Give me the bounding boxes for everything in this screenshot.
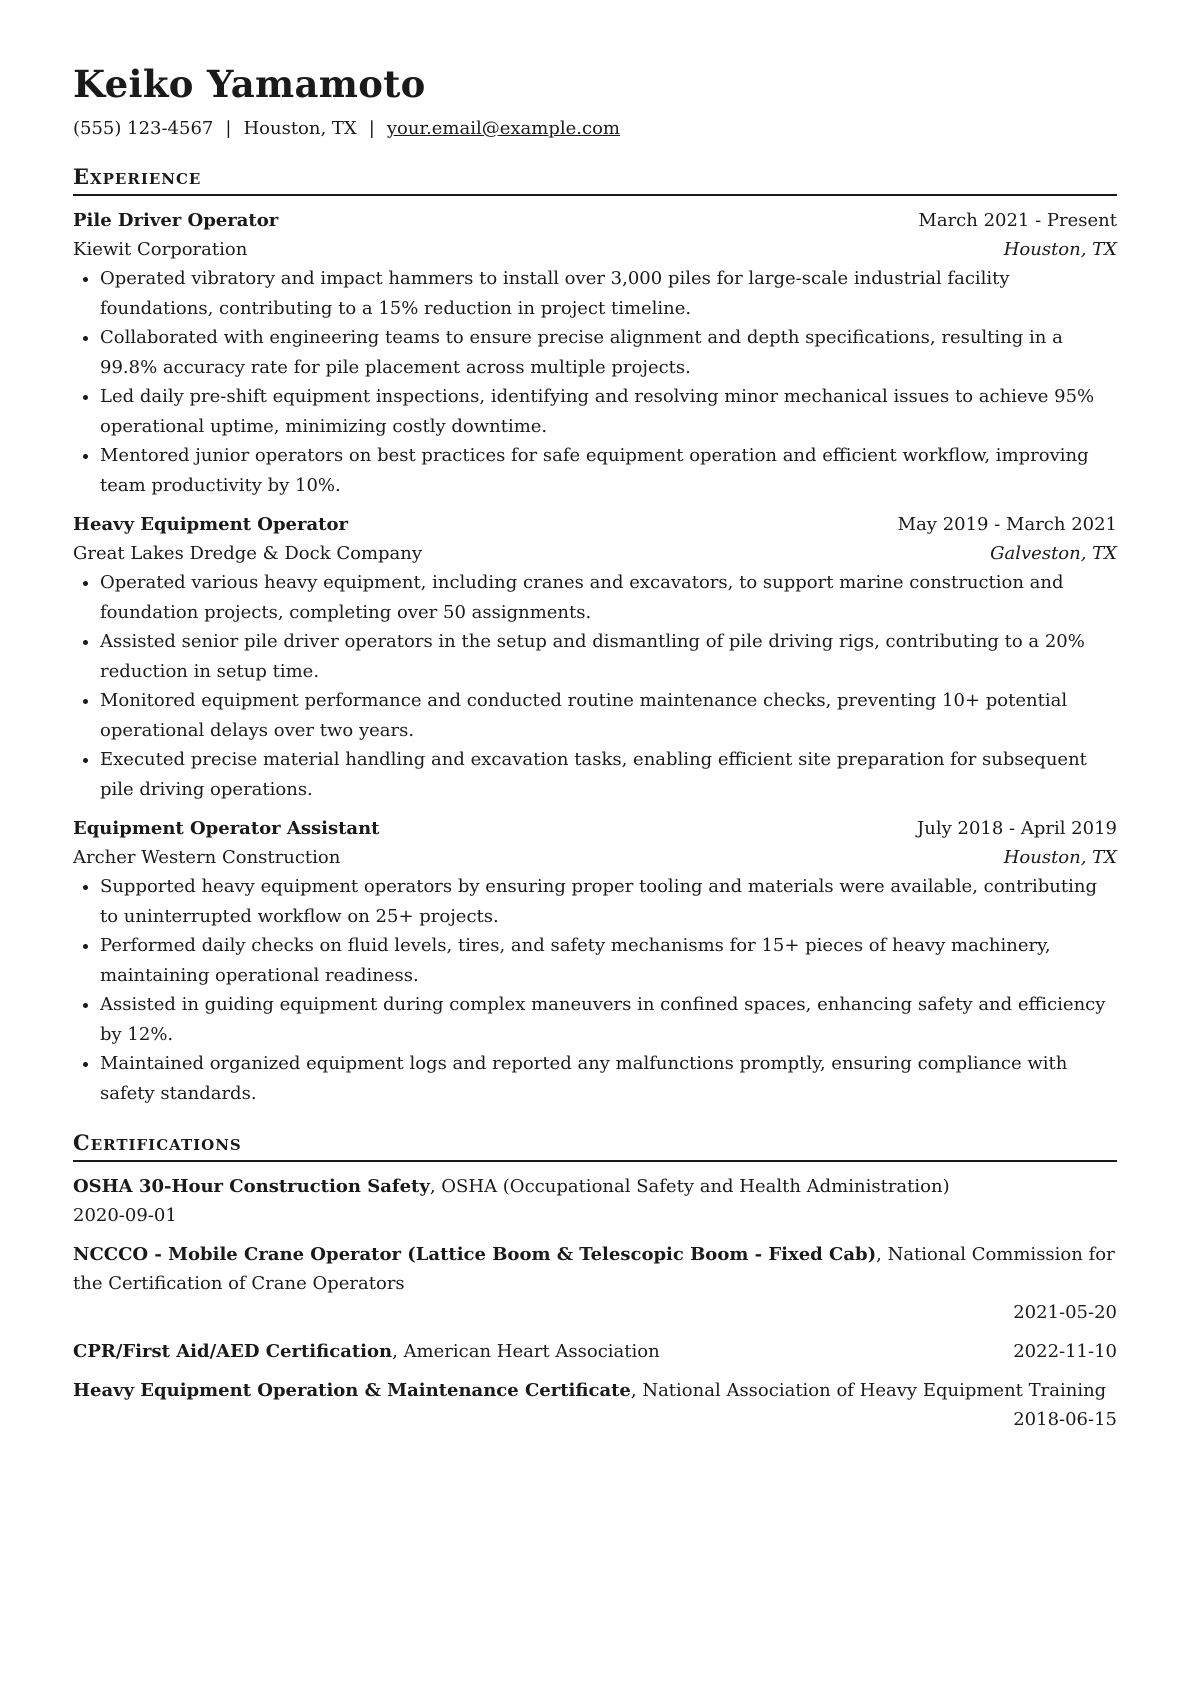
experience-heading: Experience: [73, 162, 1117, 196]
phone: (555) 123-4567: [73, 118, 214, 139]
certification-entry: OSHA 30-Hour Construction Safety, OSHA (Occupational Safety and Health Administration) 2020-09-01: [73, 1172, 1117, 1230]
job-dates: March 2021 - Present: [918, 210, 1117, 231]
cert-issuer: National Association of Heavy Equipment Training: [642, 1380, 1107, 1401]
bullet-item: • Maintained organized equipment logs and reported any malfunctions promptly, ensuring compliance with safety standards.: [100, 1049, 1117, 1108]
job-bullets: [73, 568, 1117, 804]
bullet-item: • Supported heavy equipment operators by ensuring proper tooling and materials were available, contributing to uninterrupted workflow on 25+ projects.: [100, 872, 1117, 931]
certification-entry: Heavy Equipment Operation & Maintenance Certificate, National Association of Heavy Equipment Training 2018-06-15: [73, 1376, 1117, 1434]
job-title: Equipment Operator Assistant: [73, 818, 380, 839]
cert-title: OSHA 30-Hour Construction Safety: [73, 1176, 430, 1197]
job-bullets: [73, 264, 1117, 500]
cert-title: CPR/First Aid/AED Certification: [73, 1341, 393, 1362]
email-link[interactable]: your.email@example.com: [386, 118, 620, 139]
bullet-item: • Mentored junior operators on best practices for safe equipment operation and efficient workflow, improving team productivity by 10%.: [100, 441, 1117, 500]
job-dates: July 2018 - April 2019: [917, 818, 1117, 839]
job-location: Galveston, TX: [990, 543, 1117, 564]
certifications-heading: Certifications: [73, 1128, 1117, 1162]
cert-date: 2022-11-10: [1013, 1341, 1117, 1362]
contact-line: [73, 116, 1117, 142]
bullet-item: • Performed daily checks on fluid levels, tires, and safety mechanisms for 15+ pieces of heavy machinery, maintaining operational readiness.: [100, 931, 1117, 990]
location: Houston, TX: [243, 118, 357, 139]
bullet-item: • Assisted in guiding equipment during complex maneuvers in confined spaces, enhancing safety and efficiency by 12%.: [100, 990, 1117, 1049]
bullet-item: • Collaborated with engineering teams to ensure precise alignment and depth specifications, resulting in a 99.8% accuracy rate for pile placement across multiple projects.: [100, 323, 1117, 382]
certification-entry: CPR/First Aid/AED Certification, American Heart Association 2022-11-10: [73, 1337, 1117, 1366]
job-entry: [73, 206, 1117, 500]
job-title: Heavy Equipment Operator: [73, 514, 348, 535]
cert-issuer: American Heart Association: [403, 1341, 660, 1362]
bullet-item: • Operated vibratory and impact hammers to install over 3,000 piles for large-scale industrial facility foundations, contributing to a 15% reduction in project timeline.: [100, 264, 1117, 323]
cert-date: 2021-05-20: [1013, 1302, 1117, 1323]
bullet-item: • Executed precise material handling and excavation tasks, enabling efficient site preparation for subsequent pile driving operations.: [100, 745, 1117, 804]
job-company: Kiewit Corporation: [73, 239, 248, 260]
job-bullets: [73, 872, 1117, 1108]
job-location: Houston, TX: [1003, 847, 1117, 868]
cert-title: NCCCO - Mobile Crane Operator (Lattice Boom & Telescopic Boom - Fixed Cab): [73, 1244, 877, 1265]
cert-issuer: National Commission for the Certification of Crane Operators: [73, 1244, 1115, 1294]
bullet-item: • Operated various heavy equipment, including cranes and excavators, to support marine construction and foundation projects, completing over 50 assignments.: [100, 568, 1117, 627]
certification-entry: NCCCO - Mobile Crane Operator (Lattice Boom & Telescopic Boom - Fixed Cab), National Commission for the Certification of Crane Operators 2021-05-20: [73, 1240, 1117, 1327]
job-title: Pile Driver Operator: [73, 210, 279, 231]
bullet-item: • Assisted senior pile driver operators in the setup and dismantling of pile driving rigs, contributing to a 20% reduction in setup time.: [100, 627, 1117, 686]
cert-title: Heavy Equipment Operation & Maintenance Certificate: [73, 1380, 631, 1401]
job-company: Great Lakes Dredge & Dock Company: [73, 543, 423, 564]
bullet-item: • Led daily pre-shift equipment inspections, identifying and resolving minor mechanical issues to achieve 95% operational uptime, minimizing costly downtime.: [100, 382, 1117, 441]
candidate-name: Keiko Yamamoto: [73, 62, 426, 106]
cert-issuer: OSHA (Occupational Safety and Health Administration): [441, 1176, 950, 1197]
job-entry: [73, 510, 1117, 804]
cert-date: 2020-09-01: [73, 1205, 177, 1226]
cert-date: 2018-06-15: [1013, 1409, 1117, 1430]
job-dates: May 2019 - March 2021: [897, 514, 1117, 535]
job-location: Houston, TX: [1003, 239, 1117, 260]
job-company: Archer Western Construction: [73, 847, 341, 868]
job-entry: [73, 814, 1117, 1108]
separator: |: [225, 118, 232, 139]
bullet-item: • Monitored equipment performance and conducted routine maintenance checks, preventing 10+ potential operational delays over two years.: [100, 686, 1117, 745]
separator: |: [368, 118, 375, 139]
